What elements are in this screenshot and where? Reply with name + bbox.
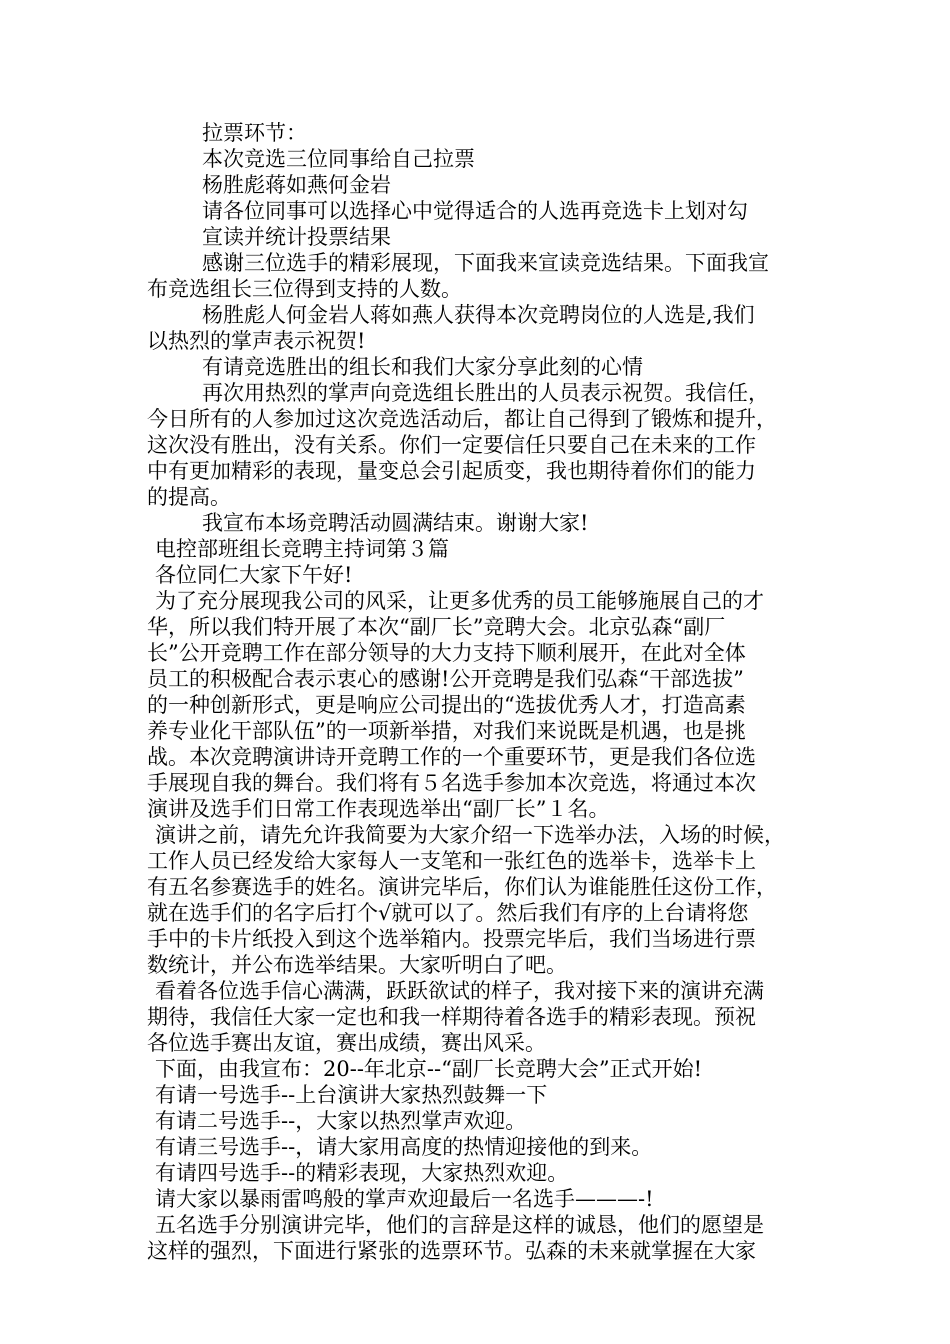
text-line: 员工的积极配合表示衷心的感谢!公开竞聘是我们弘森“干部选拔”: [147, 667, 744, 691]
text-line: 宣读并统计投票结果: [202, 225, 391, 249]
text-line: 拉票环节：: [202, 121, 307, 145]
text-line: 的一种创新形式，更是响应公司提出的“选拔优秀人才，打造高素: [147, 693, 746, 717]
text-line: 请各位同事可以选择心中觉得适合的人选再竞选卡上划对勾: [202, 199, 748, 223]
text-line: 以热烈的掌声表示祝贺!: [147, 329, 366, 353]
text-line: 华，所以我们特开展了本次“副厂长”竞聘大会。北京弘森“副厂: [147, 615, 726, 639]
text-line: 期待，我信任大家一定也和我一样期待着各选手的精彩表现。预祝: [147, 1005, 756, 1029]
text-line: 我宣布本场竞聘活动圆满结束。谢谢大家!: [202, 511, 589, 535]
text-line: 手中的卡片纸投入到这个选举箱内。投票完毕后，我们当场进行票: [147, 927, 756, 951]
text-line: 演讲及选手们日常工作表现选举出“副厂长”１名。: [147, 797, 610, 821]
text-line: 再次用热烈的掌声向竞选组长胜出的人员表示祝贺。我信任，: [202, 381, 769, 405]
text-line: 战。本次竞聘演讲诗开竞聘工作的一个重要环节，更是我们各位选: [147, 745, 756, 769]
text-line: 五名选手分别演讲完毕，他们的言辞是这样的诚恳，他们的愿望是: [155, 1213, 764, 1237]
text-line: 为了充分展现我公司的风采，让更多优秀的员工能够施展自己的才: [155, 589, 764, 613]
text-line: 演讲之前，请先允许我简要为大家介绍一下选举办法，入场的时候，: [155, 823, 785, 847]
text-line: 工作人员已经发给大家每人一支笔和一张红色的选举卡，选举卡上: [147, 849, 756, 873]
text-line: 布竞选组长三位得到支持的人数。: [147, 277, 462, 301]
text-line: 看着各位选手信心满满，跃跃欲试的样子，我对接下来的演讲充满: [155, 979, 764, 1003]
text-line: 本次竞选三位同事给自己拉票: [202, 147, 475, 171]
text-line: 中有更加精彩的表现，量变总会引起质变，我也期待着你们的能力: [147, 459, 756, 483]
text-line: 感谢三位选手的精彩展现，下面我来宣读竞选结果。下面我宣: [202, 251, 769, 275]
text-line: 各位同仁大家下午好!: [155, 563, 353, 587]
text-line: 这样的强烈，下面进行紧张的选票环节。弘森的未来就掌握在大家: [147, 1239, 756, 1263]
text-line: 有请二号选手--，大家以热烈掌声欢迎。: [155, 1109, 527, 1133]
text-line: 有请三号选手--，请大家用高度的热情迎接他的到来。: [155, 1135, 653, 1159]
text-line: 电控部班组长竞聘主持词第３篇: [155, 537, 449, 561]
document-body: [147, 120, 819, 1264]
text-line: 有请一号选手--上台演讲大家热烈鼓舞一下: [155, 1083, 548, 1107]
text-line: 数统计，并公布选举结果。大家听明白了吧。: [147, 953, 567, 977]
text-line: 养专业化干部队伍”的一项新举措，对我们来说既是机遇，也是挑: [147, 719, 746, 743]
text-line: 这次没有胜出，没有关系。你们一定要信任只要自己在未来的工作: [147, 433, 756, 457]
text-line: 杨胜彪人何金岩人蒋如燕人获得本次竞聘岗位的人选是,我们: [202, 303, 755, 327]
text-line: 手展现自我的舞台。我们将有５名选手参加本次竞选，将通过本次: [147, 771, 756, 795]
text-line: 请大家以暴雨雷鸣般的掌声欢迎最后一名选手———-!: [155, 1187, 654, 1211]
text-line: 杨胜彪蒋如燕何金岩: [202, 173, 391, 197]
text-line: 就在选手们的名字后打个√就可以了。然后我们有序的上台请将您: [147, 901, 749, 925]
text-line: 各位选手赛出友谊，赛出成绩，赛出风采。: [147, 1031, 546, 1055]
text-line: 的提高。: [147, 485, 231, 509]
text-line: 下面，由我宣布：20--年北京--“副厂长竞聘大会”正式开始!: [155, 1057, 703, 1081]
text-line: 今日所有的人参加过这次竞选活动后，都让自己得到了锻炼和提升，: [147, 407, 777, 431]
text-line: 长”公开竞聘工作在部分领导的大力支持下顺利展开，在此对全体: [147, 641, 746, 665]
text-line: 有请竞选胜出的组长和我们大家分享此刻的心情: [202, 355, 643, 379]
text-line: 有五名参赛选手的姓名。演讲完毕后，你们认为谁能胜任这份工作，: [147, 875, 777, 899]
text-line: 有请四号选手--的精彩表现，大家热烈欢迎。: [155, 1161, 569, 1185]
